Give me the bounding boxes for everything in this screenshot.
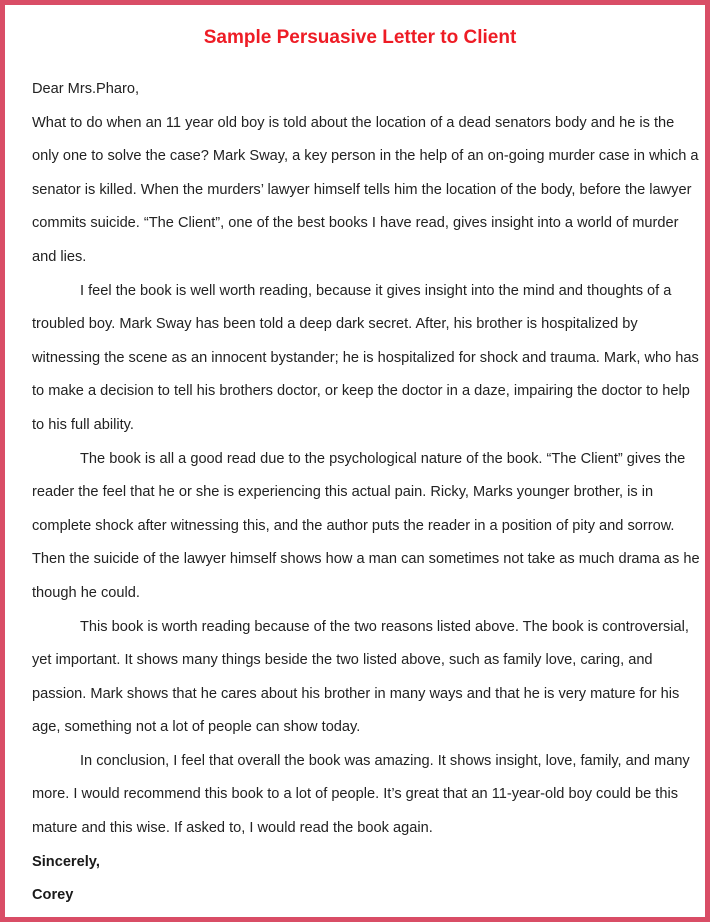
paragraph-4: This book is worth reading because of the two reasons listed above. The book is controversial, yet important. It shows many things beside the two listed above, such as family love, caring, and passion. Mark shows that he cares about his brother in many ways and that he is very mature for his age, something not a lot of people can show today. (32, 618, 689, 736)
letter-body (32, 73, 704, 913)
salutation: Dear Mrs.Pharo, (32, 81, 140, 97)
paragraph-5: In conclusion, I feel that overall the book was amazing. It shows insight, love, family, and many more. I would recommend this book to a lot of people. It’s great that an 11-year-old boy could be this mature and this wise. If asked to, I would read the book again. (32, 752, 690, 837)
paragraph-2: I feel the book is well worth reading, because it gives insight into the mind and thoughts of a troubled boy. Mark Sway has been told a deep dark secret. After, his brother is hospitalized by witnessing the scene as an innocent bystander; he is hospitalized for shock and trauma. Mark, who has to make a decision to tell his brothers doctor, or keep the doctor in a daze, impairing the doctor to help to his full ability. (32, 282, 699, 433)
paragraph-1: What to do when an 11 year old boy is told about the location of a dead senators body and he is the only one to solve the case? Mark Sway, a key person in the help of an on-going murder case in which a senator is killed. When the murders’ lawyer himself tells him the location of the body, before the lawyer commits suicide. “The Client”, one of the best books I have read, gives insight into a world of murder and lies. (32, 114, 699, 265)
paragraph-3: The book is all a good read due to the psychological nature of the book. “The Client” gives the reader the feel that he or she is experiencing this actual pain. Ricky, Marks younger brother, is in complete shock after witnessing this, and the author puts the reader in a position of pity and sorrow. Then the suicide of the lawyer himself shows how a man can sometimes not take as much drama as he though he could. (32, 450, 700, 601)
signature: Corey (32, 887, 74, 904)
closing: Sincerely, (32, 853, 100, 870)
document-title: Sample Persuasive Letter to Client (203, 27, 517, 48)
